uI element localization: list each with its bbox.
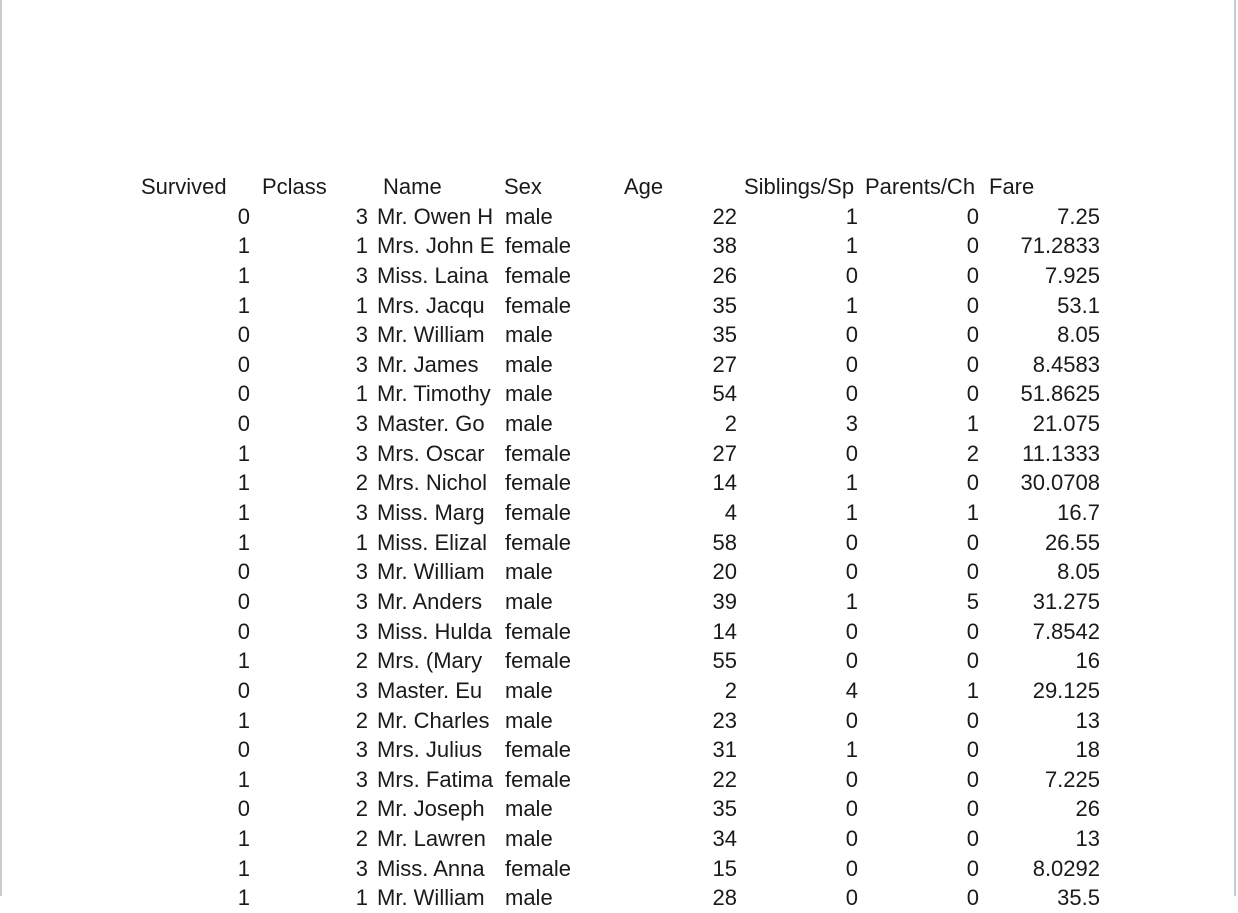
cell-fare: 8.05 xyxy=(1057,322,1100,348)
cell-age: 15 xyxy=(712,855,737,881)
cell-age: 20 xyxy=(712,559,737,585)
cell-sex: male xyxy=(505,381,553,407)
cell-sex: female xyxy=(505,292,572,318)
cell-sex: male xyxy=(505,796,553,822)
cell-pclass: 3 xyxy=(355,322,368,348)
cell-fare: 30.0708 xyxy=(1020,470,1100,496)
cell-fare: 13 xyxy=(1075,707,1100,733)
cell-fare: 13 xyxy=(1075,826,1100,852)
cell-name: Mr. Lawren xyxy=(377,826,486,852)
cell-survived: 1 xyxy=(237,500,250,526)
cell-age: 22 xyxy=(712,766,737,792)
cell-name: Master. Eu xyxy=(377,677,483,703)
cell-age: 31 xyxy=(712,737,737,763)
cell-pclass: 1 xyxy=(355,885,368,911)
cell-parents: 1 xyxy=(966,500,979,526)
cell-siblings: 1 xyxy=(845,500,858,526)
table-row xyxy=(2,498,1238,528)
cell-siblings: 0 xyxy=(845,529,858,555)
cell-age: 26 xyxy=(712,262,737,288)
header-fare: Fare xyxy=(989,174,1035,199)
cell-parents: 1 xyxy=(966,677,979,703)
cell-survived: 0 xyxy=(237,411,250,437)
cell-siblings: 4 xyxy=(845,677,858,703)
table-row xyxy=(2,587,1238,617)
cell-age: 39 xyxy=(712,588,737,614)
cell-pclass: 3 xyxy=(355,351,368,377)
cell-pclass: 3 xyxy=(355,411,368,437)
cell-age: 27 xyxy=(712,440,737,466)
table-row xyxy=(2,824,1238,854)
cell-siblings: 0 xyxy=(845,618,858,644)
cell-age: 58 xyxy=(712,529,737,555)
cell-age: 4 xyxy=(724,500,737,526)
cell-name: Mr. Anders xyxy=(377,588,483,614)
cell-parents: 0 xyxy=(966,381,979,407)
cell-parents: 0 xyxy=(966,648,979,674)
header-sex: Sex xyxy=(504,174,542,199)
cell-fare: 35.5 xyxy=(1057,885,1100,911)
cell-siblings: 0 xyxy=(845,322,858,348)
table-row xyxy=(2,468,1238,498)
cell-parents: 0 xyxy=(966,351,979,377)
table-row xyxy=(2,409,1238,439)
cell-survived: 0 xyxy=(237,381,250,407)
cell-survived: 0 xyxy=(237,322,250,348)
cell-pclass: 3 xyxy=(355,737,368,763)
cell-age: 38 xyxy=(712,233,737,259)
cell-sex: female xyxy=(505,233,572,259)
table-row xyxy=(2,379,1238,409)
table-row xyxy=(2,350,1238,380)
cell-age: 2 xyxy=(724,677,737,703)
cell-fare: 21.075 xyxy=(1032,411,1100,437)
cell-sex: male xyxy=(505,677,553,703)
cell-fare: 26 xyxy=(1075,796,1100,822)
cell-siblings: 0 xyxy=(845,766,858,792)
cell-parents: 0 xyxy=(966,707,979,733)
cell-siblings: 0 xyxy=(845,885,858,911)
cell-survived: 1 xyxy=(237,826,250,852)
cell-sex: female xyxy=(505,529,572,555)
header-name: Name xyxy=(383,174,442,199)
cell-parents: 1 xyxy=(966,411,979,437)
cell-siblings: 0 xyxy=(845,707,858,733)
cell-age: 14 xyxy=(712,470,737,496)
cell-age: 28 xyxy=(712,885,737,911)
cell-sex: male xyxy=(505,203,553,229)
cell-parents: 0 xyxy=(966,766,979,792)
cell-fare: 7.8542 xyxy=(1032,618,1100,644)
table-row xyxy=(2,320,1238,350)
cell-parents: 0 xyxy=(966,470,979,496)
table-row xyxy=(2,676,1238,706)
cell-survived: 1 xyxy=(237,707,250,733)
cell-name: Mrs. Oscar xyxy=(377,440,485,466)
cell-sex: male xyxy=(505,707,553,733)
cell-sex: male xyxy=(505,322,553,348)
cell-fare: 26.55 xyxy=(1044,529,1100,555)
table-row xyxy=(2,557,1238,587)
cell-parents: 0 xyxy=(966,233,979,259)
cell-pclass: 3 xyxy=(355,440,368,466)
cell-fare: 8.4583 xyxy=(1032,351,1100,377)
cell-sex: female xyxy=(505,500,572,526)
cell-age: 23 xyxy=(712,707,737,733)
table-body xyxy=(2,202,1238,913)
cell-siblings: 0 xyxy=(845,648,858,674)
cell-parents: 5 xyxy=(966,588,979,614)
cell-age: 35 xyxy=(712,322,737,348)
table-row xyxy=(2,528,1238,558)
cell-fare: 31.275 xyxy=(1032,588,1100,614)
cell-name: Miss. Anna xyxy=(377,855,485,881)
cell-siblings: 0 xyxy=(845,262,858,288)
cell-name: Mrs. Jacqu xyxy=(377,292,485,318)
cell-name: Miss. Laina xyxy=(377,262,489,288)
cell-parents: 0 xyxy=(966,618,979,644)
cell-sex: female xyxy=(505,470,572,496)
cell-siblings: 0 xyxy=(845,381,858,407)
cell-fare: 16.7 xyxy=(1057,500,1100,526)
cell-fare: 11.1333 xyxy=(1022,440,1100,466)
cell-age: 27 xyxy=(712,351,737,377)
cell-name: Mr. Timothy xyxy=(377,381,491,407)
cell-sex: male xyxy=(505,826,553,852)
cell-pclass: 3 xyxy=(355,855,368,881)
cell-survived: 1 xyxy=(237,855,250,881)
cell-survived: 0 xyxy=(237,796,250,822)
cell-survived: 0 xyxy=(237,737,250,763)
header-age: Age xyxy=(624,174,664,199)
cell-age: 14 xyxy=(712,618,737,644)
table-row xyxy=(2,617,1238,647)
cell-name: Mr. Charles xyxy=(377,707,490,733)
cell-survived: 0 xyxy=(237,618,250,644)
cell-age: 35 xyxy=(712,292,737,318)
cell-fare: 18 xyxy=(1075,737,1100,763)
cell-survived: 1 xyxy=(237,648,250,674)
cell-siblings: 1 xyxy=(845,292,858,318)
cell-name: Mrs. Nichol xyxy=(377,470,488,496)
cell-name: Mr. Joseph xyxy=(377,796,485,822)
cell-pclass: 3 xyxy=(355,766,368,792)
cell-pclass: 3 xyxy=(355,500,368,526)
cell-survived: 1 xyxy=(237,470,250,496)
header-pclass: Pclass xyxy=(262,174,327,199)
cell-parents: 0 xyxy=(966,292,979,318)
table-row xyxy=(2,735,1238,765)
cell-fare: 7.225 xyxy=(1044,766,1100,792)
cell-pclass: 2 xyxy=(355,796,368,822)
table-row xyxy=(2,202,1238,232)
cell-siblings: 0 xyxy=(845,826,858,852)
cell-pclass: 3 xyxy=(355,677,368,703)
cell-siblings: 0 xyxy=(845,855,858,881)
cell-sex: female xyxy=(505,855,572,881)
cell-siblings: 3 xyxy=(845,411,858,437)
cell-survived: 1 xyxy=(237,233,250,259)
data-table xyxy=(2,172,1238,913)
cell-sex: female xyxy=(505,766,572,792)
cell-parents: 0 xyxy=(966,737,979,763)
table-row xyxy=(2,231,1238,261)
table-row xyxy=(2,883,1238,913)
cell-fare: 53.1 xyxy=(1057,292,1100,318)
cell-parents: 0 xyxy=(966,529,979,555)
cell-sex: female xyxy=(505,618,572,644)
cell-name: Mr. William xyxy=(377,885,485,911)
cell-age: 54 xyxy=(712,381,737,407)
cell-survived: 0 xyxy=(237,588,250,614)
cell-survived: 0 xyxy=(237,203,250,229)
cell-pclass: 2 xyxy=(355,826,368,852)
cell-age: 55 xyxy=(712,648,737,674)
cell-survived: 0 xyxy=(237,677,250,703)
cell-name: Mrs. Fatima xyxy=(377,766,494,792)
header-parents: Parents/Ch xyxy=(865,174,976,199)
cell-name: Mrs. Julius xyxy=(377,737,483,763)
cell-name: Miss. Elizal xyxy=(377,529,488,555)
cell-name: Miss. Hulda xyxy=(377,618,492,644)
cell-age: 35 xyxy=(712,796,737,822)
cell-parents: 2 xyxy=(966,440,979,466)
cell-fare: 51.8625 xyxy=(1020,381,1100,407)
cell-fare: 7.25 xyxy=(1057,203,1100,229)
cell-parents: 0 xyxy=(966,826,979,852)
cell-name: Mr. James xyxy=(377,351,479,377)
cell-survived: 1 xyxy=(237,885,250,911)
cell-siblings: 1 xyxy=(845,737,858,763)
cell-sex: female xyxy=(505,737,572,763)
cell-name: Mrs. (Mary xyxy=(377,648,483,674)
cell-pclass: 3 xyxy=(355,618,368,644)
table-row xyxy=(2,794,1238,824)
cell-sex: male xyxy=(505,885,553,911)
header-siblings: Siblings/Sp xyxy=(744,174,855,199)
cell-fare: 71.2833 xyxy=(1020,233,1100,259)
cell-pclass: 2 xyxy=(355,470,368,496)
cell-pclass: 1 xyxy=(355,233,368,259)
cell-age: 2 xyxy=(724,411,737,437)
header-row xyxy=(2,172,1238,202)
cell-survived: 1 xyxy=(237,262,250,288)
cell-parents: 0 xyxy=(966,262,979,288)
cell-fare: 29.125 xyxy=(1032,677,1100,703)
cell-age: 22 xyxy=(712,203,737,229)
cell-age: 34 xyxy=(712,826,737,852)
cell-survived: 1 xyxy=(237,440,250,466)
cell-survived: 1 xyxy=(237,292,250,318)
cell-siblings: 0 xyxy=(845,351,858,377)
table-row xyxy=(2,291,1238,321)
table-row xyxy=(2,706,1238,736)
cell-pclass: 3 xyxy=(355,262,368,288)
header-survived: Survived xyxy=(141,174,227,199)
table-row xyxy=(2,854,1238,884)
cell-name: Mr. Owen H xyxy=(377,203,494,229)
cell-siblings: 1 xyxy=(845,470,858,496)
cell-pclass: 2 xyxy=(355,707,368,733)
cell-parents: 0 xyxy=(966,885,979,911)
cell-name: Mr. William xyxy=(377,559,485,585)
cell-sex: male xyxy=(505,588,553,614)
cell-pclass: 1 xyxy=(355,381,368,407)
cell-name: Master. Go xyxy=(377,411,485,437)
cell-survived: 1 xyxy=(237,766,250,792)
cell-fare: 8.05 xyxy=(1057,559,1100,585)
cell-parents: 0 xyxy=(966,855,979,881)
cell-parents: 0 xyxy=(966,203,979,229)
cell-name: Mrs. John E xyxy=(377,233,495,259)
cell-siblings: 1 xyxy=(845,203,858,229)
cell-siblings: 0 xyxy=(845,440,858,466)
table-row xyxy=(2,765,1238,795)
cell-name: Miss. Marg xyxy=(377,500,485,526)
cell-parents: 0 xyxy=(966,322,979,348)
cell-sex: male xyxy=(505,411,553,437)
cell-fare: 8.0292 xyxy=(1032,855,1100,881)
cell-pclass: 3 xyxy=(355,203,368,229)
cell-pclass: 3 xyxy=(355,588,368,614)
cell-fare: 7.925 xyxy=(1044,262,1100,288)
cell-pclass: 3 xyxy=(355,559,368,585)
cell-sex: female xyxy=(505,648,572,674)
cell-fare: 16 xyxy=(1075,648,1100,674)
table-row xyxy=(2,439,1238,469)
cell-name: Mr. William xyxy=(377,322,485,348)
table-row xyxy=(2,646,1238,676)
cell-survived: 0 xyxy=(237,559,250,585)
cell-sex: male xyxy=(505,351,553,377)
cell-sex: male xyxy=(505,559,553,585)
cell-siblings: 1 xyxy=(845,233,858,259)
cell-siblings: 0 xyxy=(845,796,858,822)
cell-pclass: 1 xyxy=(355,292,368,318)
cell-siblings: 1 xyxy=(845,588,858,614)
cell-survived: 0 xyxy=(237,351,250,377)
cell-parents: 0 xyxy=(966,796,979,822)
cell-survived: 1 xyxy=(237,529,250,555)
cell-siblings: 0 xyxy=(845,559,858,585)
cell-sex: female xyxy=(505,262,572,288)
cell-pclass: 1 xyxy=(355,529,368,555)
cell-parents: 0 xyxy=(966,559,979,585)
table-row xyxy=(2,261,1238,291)
cell-sex: female xyxy=(505,440,572,466)
cell-pclass: 2 xyxy=(355,648,368,674)
